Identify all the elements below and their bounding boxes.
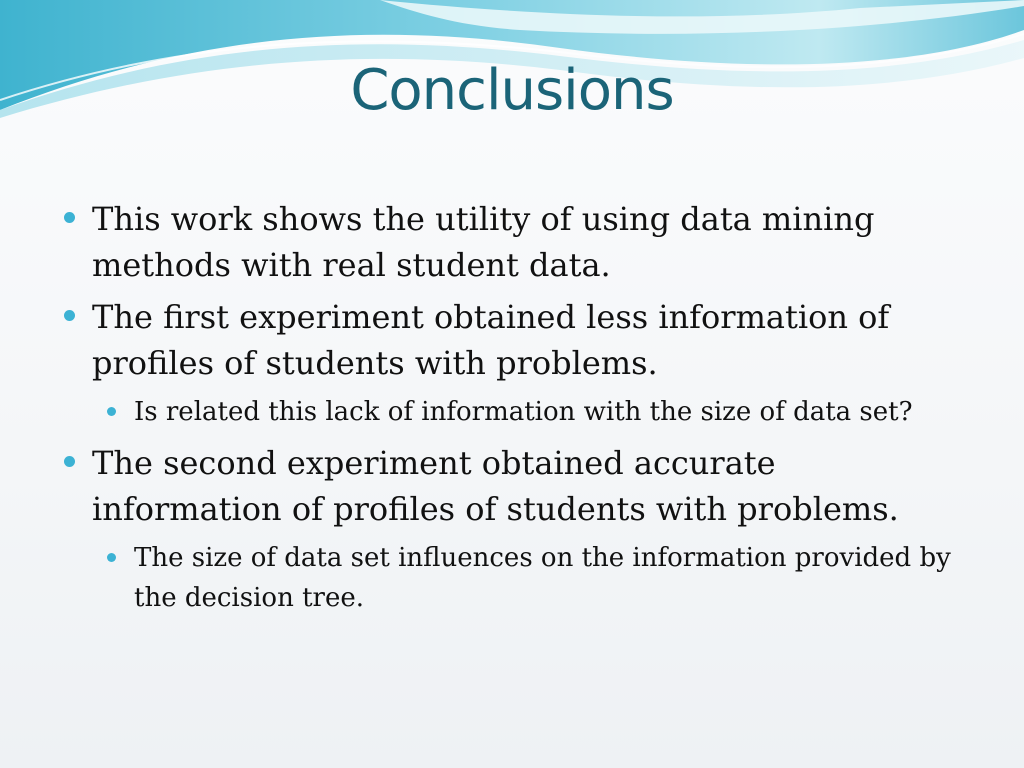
bullet-text: The second experiment obtained accurate information of profiles of students with problems. bbox=[92, 444, 899, 528]
bullet-text: The first experiment obtained less information of profiles of students with problems. bbox=[92, 298, 890, 382]
bullet-list bbox=[62, 196, 972, 626]
bullet-text: This work shows the utility of using data mining methods with real student data. bbox=[92, 200, 875, 284]
bullet-dot-icon bbox=[64, 310, 75, 321]
bullet-item bbox=[62, 294, 972, 386]
sub-bullet-dot-icon bbox=[107, 407, 116, 416]
bullet-item bbox=[62, 196, 972, 288]
sub-bullet-item bbox=[62, 392, 972, 432]
slide-title: Conclusions bbox=[350, 58, 674, 123]
sub-bullet-text: The size of data set influences on the information provided by the decision tree. bbox=[134, 543, 951, 613]
bullet-dot-icon bbox=[64, 212, 75, 223]
sub-bullet-text: Is related this lack of information with the size of data set? bbox=[134, 397, 913, 427]
sub-bullet-item bbox=[62, 538, 972, 618]
sub-bullet-dot-icon bbox=[107, 553, 116, 562]
bullet-dot-icon bbox=[64, 456, 75, 467]
bullet-item bbox=[62, 440, 972, 532]
